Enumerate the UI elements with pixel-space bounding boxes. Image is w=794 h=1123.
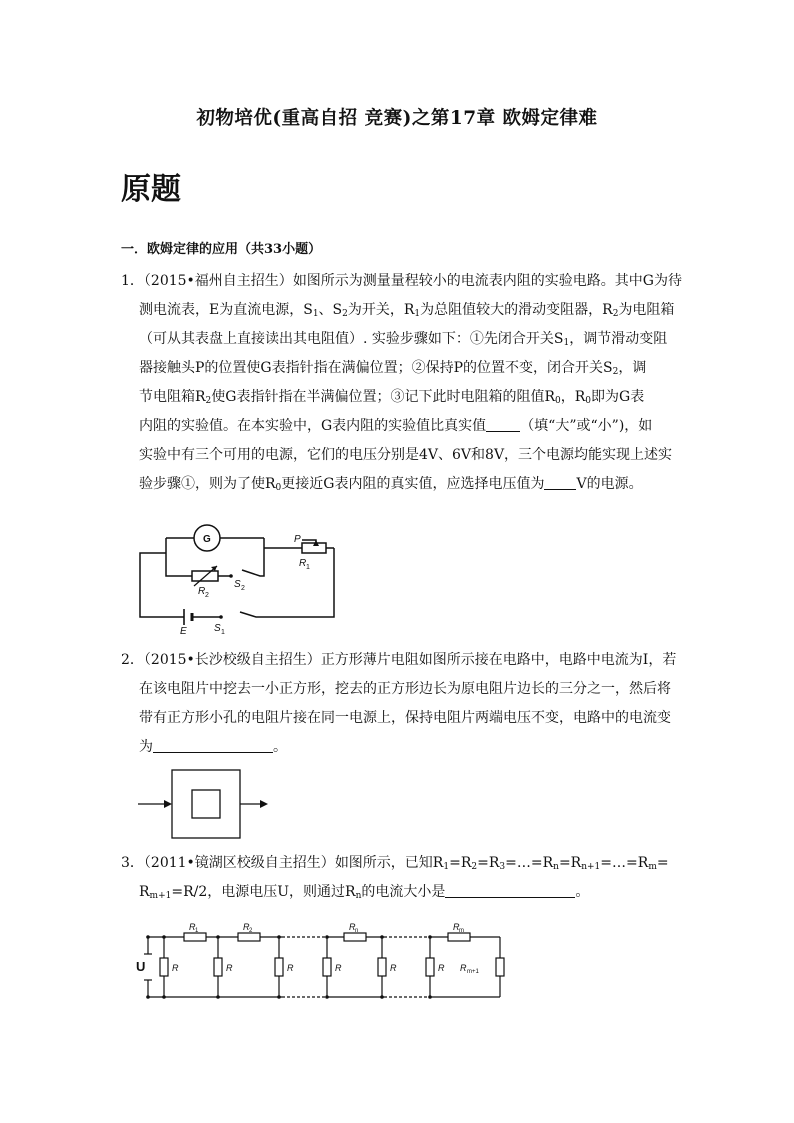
- label-e: E: [180, 626, 187, 636]
- figure-q2-square: [136, 768, 276, 842]
- svg-text:2: 2: [205, 592, 209, 599]
- svg-text:n: n: [355, 928, 359, 934]
- svg-text:R: R: [226, 963, 233, 973]
- resistor-rm: [448, 933, 470, 941]
- resistor-r2: [238, 933, 260, 941]
- doc-title: 初物培优(重高自招 竞赛)之第17章 欧姆定律难: [196, 108, 598, 129]
- label-p: P: [294, 534, 301, 545]
- q2-number: 2．: [121, 652, 144, 668]
- svg-text:R: R: [335, 963, 342, 973]
- q1-number: 1．: [121, 273, 144, 289]
- figure-q3-ladder: [134, 920, 514, 1004]
- label-r1: R: [299, 558, 307, 569]
- svg-text:R: R: [243, 922, 250, 932]
- arrow-out-icon: [260, 800, 268, 808]
- svg-text:R: R: [189, 922, 196, 932]
- svg-text:R: R: [453, 922, 460, 932]
- q3-number: 3．: [121, 855, 144, 871]
- answer-blank-3[interactable]: [153, 738, 273, 753]
- answer-blank-1[interactable]: [486, 417, 520, 432]
- square-resistor: [172, 770, 240, 838]
- question-2: 2．（2015•长沙校级自主招生）正方形薄片电阻如图所示接在电路中，电路中电流为I，若 在该电阻片中挖去一小正方形，挖去的正方形边长为原电阻片边长的三分之一，然后将 带有正方形小孔的电阻片接在同一电源上，保持电阻片两端电压不变，电路中的电流变 为 。: [121, 652, 677, 755]
- answer-blank-4[interactable]: [445, 883, 575, 898]
- label-s1: S: [214, 623, 221, 634]
- svg-text:1: 1: [195, 928, 199, 934]
- answer-blank-2[interactable]: [544, 475, 576, 490]
- svg-text:m: m: [459, 928, 464, 934]
- arrow-in-icon: [164, 800, 172, 808]
- svg-text:R: R: [438, 963, 445, 973]
- q1-source: （2015•福州自主招生）: [143, 273, 293, 289]
- question-1: 1．（2015•福州自主招生）如图所示为测量量程较小的电流表内阻的实验电路。其中G为待 测电流表，E为直流电源，$S_1$、$S_2$为开关，$R_1$为总阻值较大的滑动变阻器，$R_2$为电阻箱 （可从其表盘上直接读出其电阻值）. 实验步骤如下：①先闭合开关$S_1$，调节滑动变阻 器接触头P的位置使G表指针指在满偏位置；②保持P的位置不变，闭合开关$S_2$，调 节电阻箱$R_2$使G表指针指在半满偏位置；③记下此时电阻箱的阻值$R_0$，$R_0$即为G表 内阻的实验值。在本实验中，G表内阻的实验值比真实值 （填“大”或“小”)，如 实验中有三个可用的电源，它们的电压分别是4V、6V和8V，三个电源均能实现上述实 验步骤①，则为了使$R_0$更接近G表内阻的真实值，应选择电压值为 V的电源。: [121, 273, 682, 493]
- svg-text:R: R: [172, 963, 179, 973]
- label-s2: S: [234, 579, 241, 590]
- section-heading: 一．欧姆定律的应用（共33小题）: [121, 242, 322, 257]
- label-r2: R: [198, 586, 206, 597]
- label-g: G: [203, 534, 211, 545]
- svg-text:R: R: [349, 922, 356, 932]
- figure-q1-circuit: [134, 518, 344, 636]
- resistor-r1: [184, 933, 206, 941]
- svg-text:2: 2: [241, 585, 245, 592]
- question-3: 3．（2011•镜湖区校级自主招生）如图所示，已知$R_1=R_2=R_3=\dots=R_n=R_{n+1}=\dots=R_m=$ $R_{m+1}=R/2$，电源电压U，则通过$R_n$的电流大小是 。: [121, 855, 669, 901]
- svg-text:R: R: [287, 963, 294, 973]
- svg-text:R: R: [460, 963, 467, 973]
- svg-text:2: 2: [249, 928, 253, 934]
- square-hole: [192, 790, 220, 818]
- q3-source: （2011•镜湖区校级自主招生）: [143, 855, 335, 871]
- svg-text:1: 1: [221, 629, 225, 636]
- q2-source: （2015•长沙校级自主招生）: [143, 652, 321, 668]
- svg-text:R: R: [390, 963, 397, 973]
- svg-text:1: 1: [306, 564, 310, 571]
- label-u: U: [136, 959, 146, 974]
- resistor-rm1: [496, 958, 504, 976]
- page-heading: 原题: [121, 172, 181, 207]
- resistor-rn: [344, 933, 366, 941]
- svg-text:m+1: m+1: [467, 969, 479, 975]
